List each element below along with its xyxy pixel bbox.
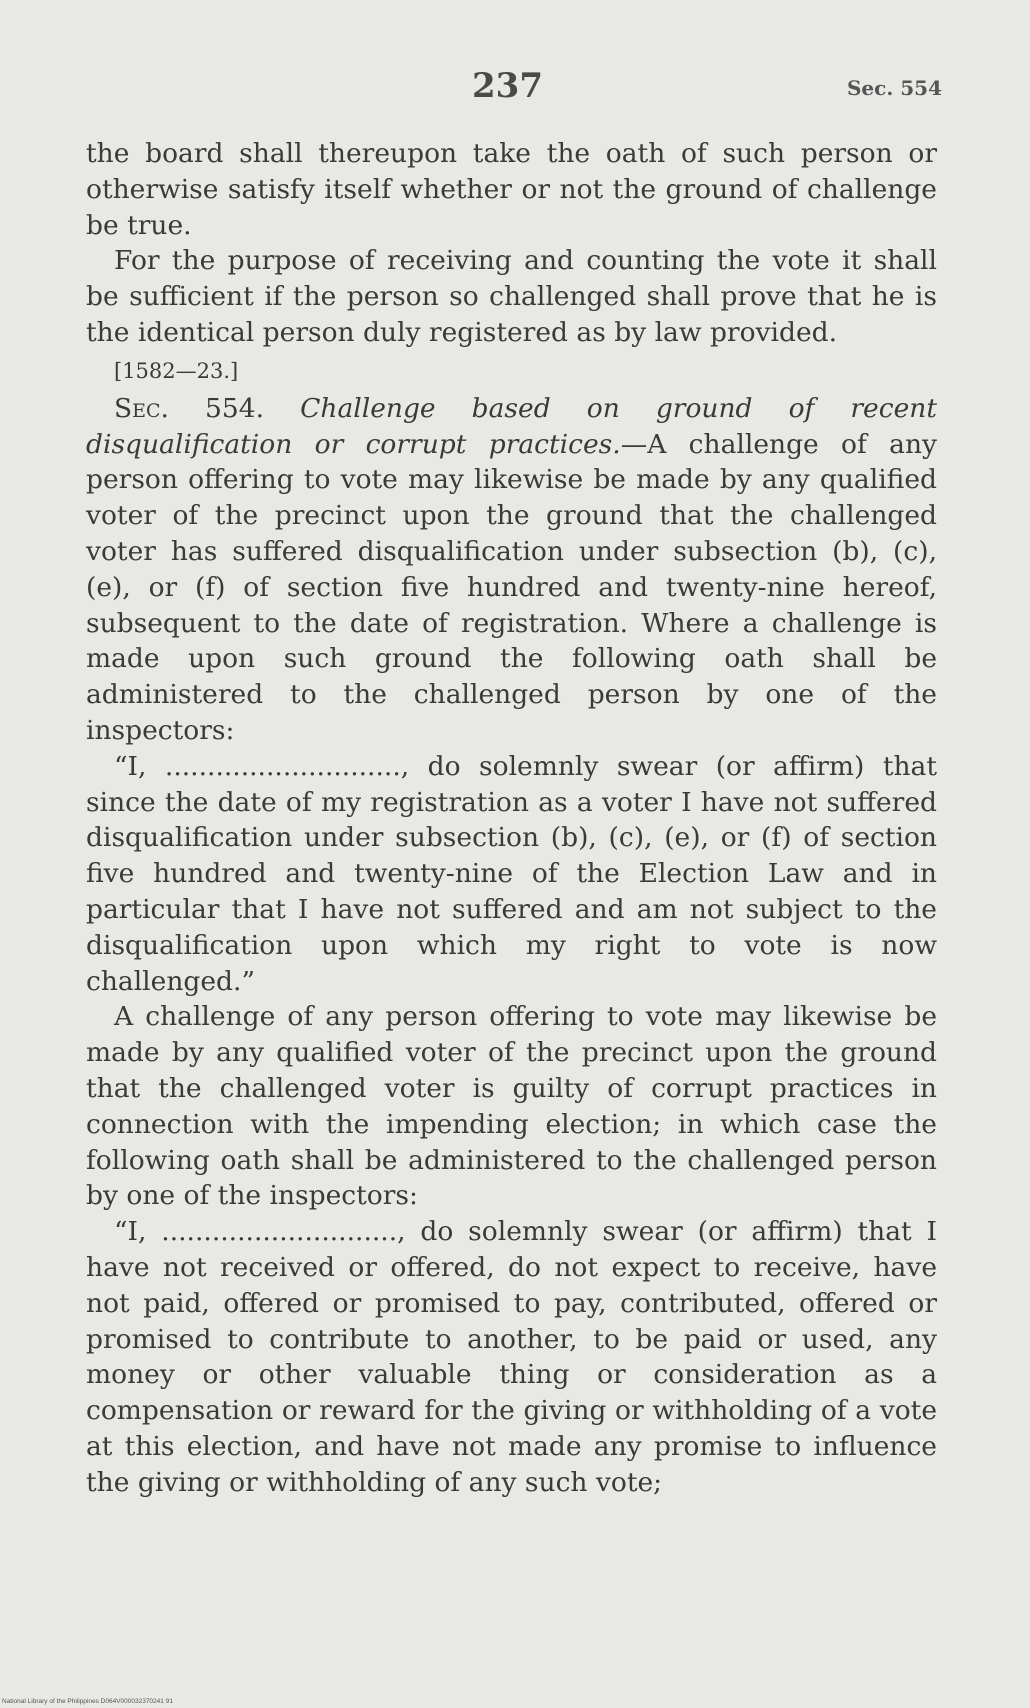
footer-watermark: National Library of the Philippines D064V000032370241 91 <box>2 1698 173 1705</box>
oath-disqualification: “I, ............................, do solemnly swear (or affirm) that since the date of my registration as a voter I have not suffered disqualification under subsection (b), (c), (e), or (f) of section five hundred and twenty-nine of the Election Law and in particular that I have not suffered and am not subject to the disqualification upon which my right to vote is now challenged.” <box>86 750 937 997</box>
body-text <box>86 136 937 1500</box>
paragraph-corrupt-practices: A challenge of any person offering to vote may likewise be made by any qualified voter of the precinct upon the ground that the challenged voter is guilty of corrupt practices in connection with the impending election; in which case the following oath shall be administered to the challenged person by one of the inspectors: <box>86 1001 937 1212</box>
oath-corrupt-practices: “I, ............................, do solemnly swear (or affirm) that I have not received or offered, do not expect to receive, have not paid, offered or promised to pay, contributed, offered or promised to contribute to another, to be paid or used, any money or other valuable thing or consideration as a compensation or reward for the giving or withholding of a vote at this election, and have not made any promise to influence the giving or withholding of any such vote; <box>86 1216 937 1498</box>
citation: [1582—23.] <box>114 358 239 383</box>
paragraph-purpose: For the purpose of receiving and counting the vote it shall be sufficient if the person so challenged shall prove that he is the identical person duly registered as by law provided. <box>86 245 937 348</box>
page-number: 237 <box>472 66 543 106</box>
section-title: Challenge based on ground of recent disqualification or corrupt practices. <box>86 392 937 460</box>
paragraph-continuation: the board shall thereupon take the oath of such person or otherwise satisfy itself whether or not the ground of challenge be true. <box>86 138 937 241</box>
section-label: Sec. <box>114 392 169 424</box>
section-number: 554. <box>169 392 301 424</box>
section-554-paragraph <box>86 391 937 749</box>
section-reference: Sec. 554 <box>846 76 942 100</box>
page-header <box>0 66 1030 116</box>
section-body: —A challenge of any person offering to vote may likewise be made by any qualified voter of the precinct upon the ground that the challenged voter has suffered disqualification under subsection (b), (c), (e), or (f) of section five hundred and twenty-nine hereof, subsequent to the date of registration. Where a challenge is made upon such ground the following oath shall be administered to the challenged person by one of the inspectors: <box>86 428 937 746</box>
